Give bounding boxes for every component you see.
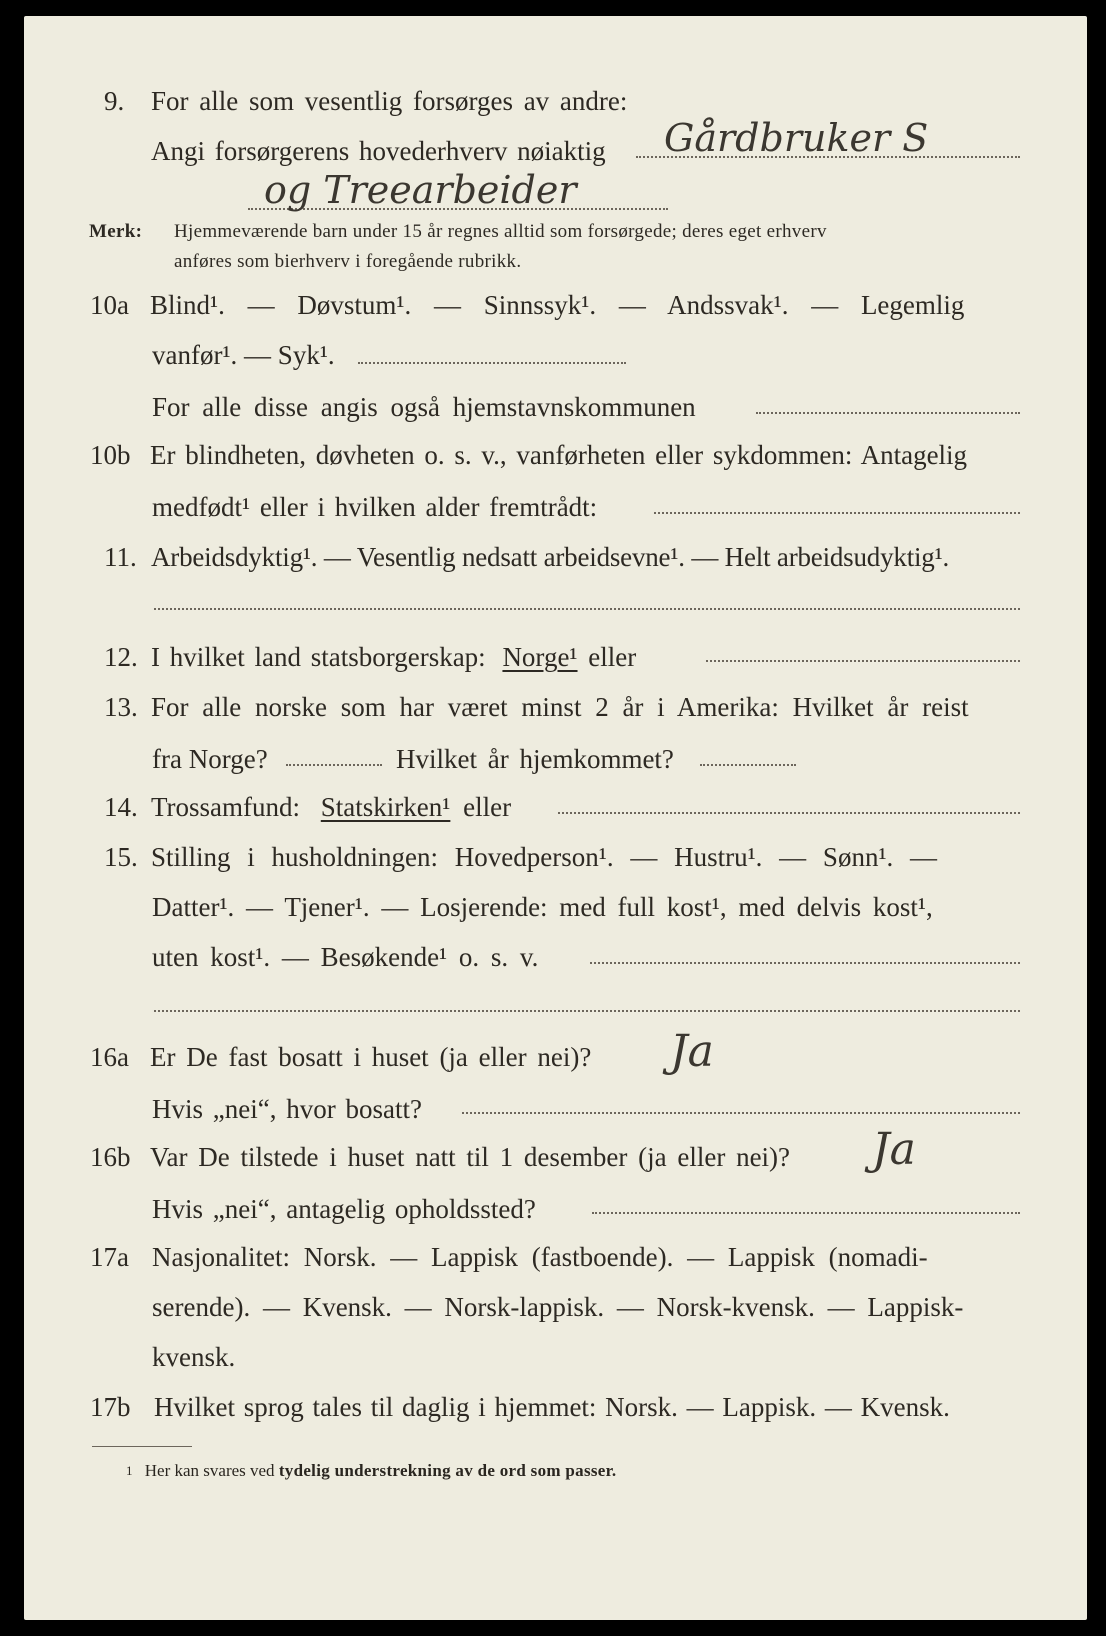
- q14-choice-statskirken: Statskirken¹: [320, 792, 451, 822]
- footnote-mark: 1: [126, 1463, 133, 1478]
- q11-answer-line: [154, 608, 1020, 610]
- q12-number: 12.: [104, 642, 138, 672]
- q11-line1: Arbeidsdyktig¹. — Vesentlig nedsatt arbeidsevne¹. — Helt arbeidsudyktig¹.: [151, 542, 950, 572]
- q16b-line1: Var De tilstede i huset natt til 1 desember (ja eller nei)?: [150, 1142, 791, 1172]
- q13-line2a: fra Norge?: [152, 744, 268, 774]
- q9-number: 9.: [104, 86, 125, 116]
- q17b-line1: Hvilket sprog tales til daglig i hjemmet: Norsk. — Lappisk. — Kvensk.: [154, 1392, 950, 1422]
- q13-reist-line: [286, 764, 382, 766]
- q12-choice-norge: Norge¹: [502, 642, 578, 672]
- q12-prefix: I hvilket land statsborgerskap:: [151, 642, 486, 672]
- q10b-number: 10b: [90, 440, 131, 470]
- q9-line1: For alle som vesentlig forsørges av andre:: [151, 86, 628, 116]
- q12-answer-line: [706, 660, 1020, 662]
- q16a-number: 16a: [90, 1042, 129, 1072]
- q10a-line2: vanfør¹. — Syk¹.: [152, 340, 335, 370]
- q17a-number: 17a: [90, 1242, 129, 1272]
- q11-number: 11.: [104, 542, 137, 572]
- q17a-line2: serende). — Kvensk. — Norsk-lappisk. — Norsk-kvensk. — Lappisk-: [152, 1292, 964, 1322]
- q10a-line1: Blind¹. — Døvstum¹. — Sinnssyk¹. — Andssvak¹. — Legemlig: [150, 290, 965, 320]
- q16a-line1: Er De fast bosatt i huset (ja eller nei)?: [150, 1042, 592, 1072]
- q16b-number: 16b: [90, 1142, 131, 1172]
- q14-suffix: eller: [463, 792, 512, 822]
- q14-number: 14.: [104, 792, 138, 822]
- q10b-answer-line: [654, 512, 1020, 514]
- q13-line1: For alle norske som har været minst 2 år i Amerika: Hvilket år reist: [151, 692, 969, 722]
- q10a-answer-line2: [756, 412, 1020, 414]
- q10a-line3: For alle disse angis også hjemstavnskommunen: [152, 392, 696, 422]
- q14-line: [151, 790, 511, 824]
- q9-line2: Angi forsørgerens hovederhverv nøiaktig: [151, 136, 606, 166]
- q17b-number: 17b: [90, 1392, 131, 1422]
- q15-line2: Datter¹. — Tjener¹. — Losjerende: med full kost¹, med delvis kost¹,: [152, 892, 933, 922]
- q16a-handwritten-answer: Ja: [670, 1026, 714, 1077]
- q9-handwritten-answer1: Gårdbruker S: [664, 116, 929, 160]
- q16b-handwritten-answer: Ja: [872, 1124, 916, 1175]
- merk-line1: Hjemmeværende barn under 15 år regnes alltid som forsørgede; deres eget erhverv: [174, 221, 827, 242]
- q10a-answer-line1: [358, 362, 626, 364]
- census-form-page: [24, 16, 1087, 1620]
- q15-line1: Stilling i husholdningen: Hovedperson¹. — Hustru¹. — Sønn¹. —: [151, 842, 938, 872]
- q10b-line1: Er blindheten, døvheten o. s. v., vanførheten eller sykdommen: Antagelig: [150, 440, 968, 470]
- footnote-divider: [92, 1446, 192, 1447]
- q12-suffix: eller: [588, 642, 637, 672]
- q16a-line2: Hvis „nei“, hvor bosatt?: [152, 1094, 422, 1124]
- q15-answer-line2: [154, 1010, 1020, 1012]
- q10b-line2: medfødt¹ eller i hvilken alder fremtrådt:: [152, 492, 598, 522]
- q13-line2b: Hvilket år hjemkommet?: [396, 744, 674, 774]
- merk-line2: anføres som bierhverv i foregående rubrikk.: [174, 251, 522, 272]
- q17a-line3: kvensk.: [152, 1342, 236, 1372]
- q16a-answer-line: [462, 1112, 1020, 1114]
- q15-line3: uten kost¹. — Besøkende¹ o. s. v.: [152, 942, 539, 972]
- q14-answer-line: [558, 812, 1020, 814]
- q17a-line1: Nasjonalitet: Norsk. — Lappisk (fastboende). — Lappisk (nomadi-: [152, 1242, 928, 1272]
- q13-number: 13.: [104, 692, 138, 722]
- q16b-line2: Hvis „nei“, antagelig opholdssted?: [152, 1194, 536, 1224]
- q15-answer-line1: [590, 962, 1020, 964]
- merk-label: Merk:: [89, 221, 143, 242]
- q9-handwritten-answer2: og Treearbeider: [264, 168, 577, 212]
- q14-prefix: Trossamfund:: [151, 792, 301, 822]
- q12-line: [151, 640, 636, 674]
- q15-number: 15.: [104, 842, 138, 872]
- q10a-number: 10a: [90, 290, 129, 320]
- footnote: [126, 1460, 616, 1482]
- q16b-answer-line: [592, 1212, 1020, 1214]
- footnote-text-plain: Her kan svares ved: [144, 1461, 275, 1480]
- footnote-text-bold: tydelig understrekning av de ord som passer.: [278, 1461, 617, 1480]
- q13-hjemkommet-line: [700, 764, 796, 766]
